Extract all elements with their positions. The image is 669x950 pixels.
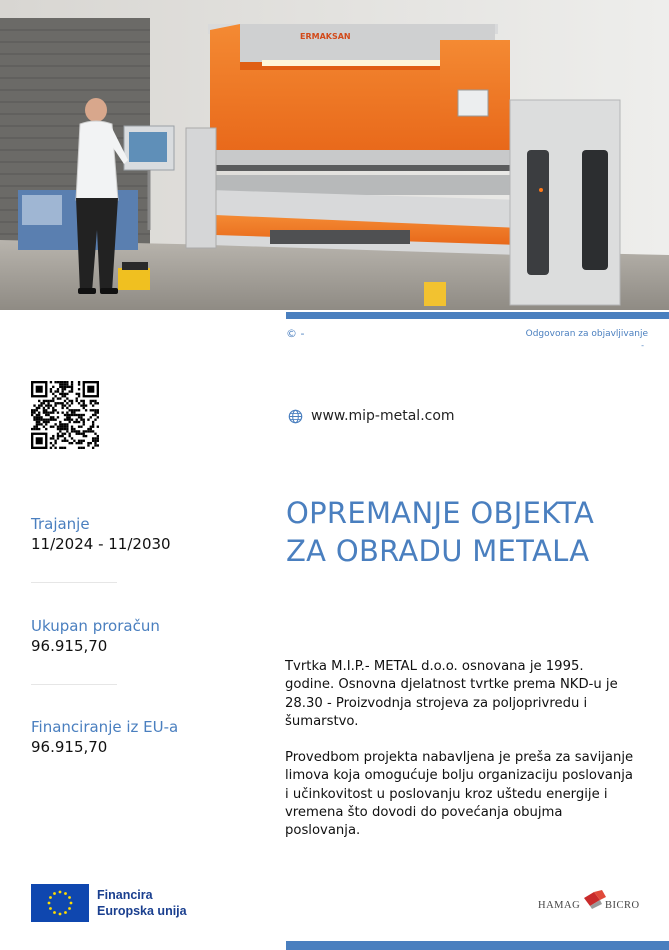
eu-star-icon: [68, 907, 71, 910]
eu-star-icon: [49, 896, 52, 899]
eu-star-icon: [68, 896, 71, 899]
eu-funding-logo: [31, 884, 187, 922]
stat-total-budget-value: 96.915,70: [31, 637, 108, 655]
photo-credit-row: [286, 327, 648, 350]
description-paragraph-2: Provedbom projekta nabavljena je preša za savijanje limova koja omogućuje bolju organizaciju poslovanja i učinkovitost u poslovanju kroz uštedu energije i vremena što dovodi do povećanja obujma poslovanja.: [285, 750, 634, 839]
eu-star-icon: [53, 892, 56, 895]
responsible-text: Odgovoran za objavljivanje: [525, 329, 648, 339]
hamag-text-right: BICRO: [605, 900, 640, 911]
eu-flag-icon: [31, 884, 89, 922]
eu-star-icon: [64, 911, 67, 914]
stat-duration: [31, 514, 171, 554]
hero-photo: [0, 0, 669, 310]
stat-divider: [31, 684, 117, 685]
hamag-text-left: HAMAG: [538, 900, 581, 911]
website-url[interactable]: www.mip-metal.com: [311, 408, 455, 424]
stat-divider: [31, 582, 117, 583]
stat-duration-label: Trajanje: [31, 515, 90, 533]
eu-star-icon: [59, 913, 62, 916]
eu-star-icon: [59, 891, 62, 894]
project-title-line2: ZA OBRADU METALA: [286, 534, 590, 568]
project-title: [286, 494, 646, 570]
stat-eu-funding-value: 96.915,70: [31, 738, 108, 756]
globe-icon: [288, 409, 303, 424]
bottom-accent-bar: [286, 941, 669, 950]
eu-star-icon: [70, 902, 73, 905]
eu-star-icon: [53, 911, 56, 914]
stat-total-budget-label: Ukupan proračun: [31, 617, 160, 635]
eu-star-icon: [49, 907, 52, 910]
press-brake-machine-photo: [0, 0, 669, 310]
project-title-line1: OPREMANJE OBJEKTA: [286, 496, 595, 530]
top-accent-bar: [286, 312, 669, 319]
stat-duration-value: 11/2024 - 11/2030: [31, 535, 171, 553]
stat-total-budget: [31, 616, 160, 656]
eu-star-icon: [64, 892, 67, 895]
stat-eu-funding-label: Financiranje iz EU-a: [31, 718, 179, 736]
eu-text-line1: Financira: [97, 888, 153, 902]
qr-code[interactable]: [31, 381, 99, 449]
eu-text-line2: Europska unija: [97, 904, 187, 918]
project-description: [285, 640, 645, 858]
hamag-bicro-logo: [538, 888, 644, 914]
brand-plate-text: ERMAKSAN: [300, 32, 351, 41]
description-paragraph-1: Tvrtka M.I.P.- METAL d.o.o. osnovana je 1995. godine. Osnovna djelatnost tvrtke prema NKD-u je 28.30 - Proizvodnja strojeva za poljoprivredu i šumarstvo.: [285, 659, 618, 729]
website-link[interactable]: [288, 406, 455, 426]
qr-code-image: [31, 381, 99, 449]
small-mark: -: [641, 341, 644, 350]
copyright-text: © -: [286, 327, 305, 340]
eu-star-icon: [48, 902, 51, 905]
stat-eu-funding: [31, 717, 178, 757]
